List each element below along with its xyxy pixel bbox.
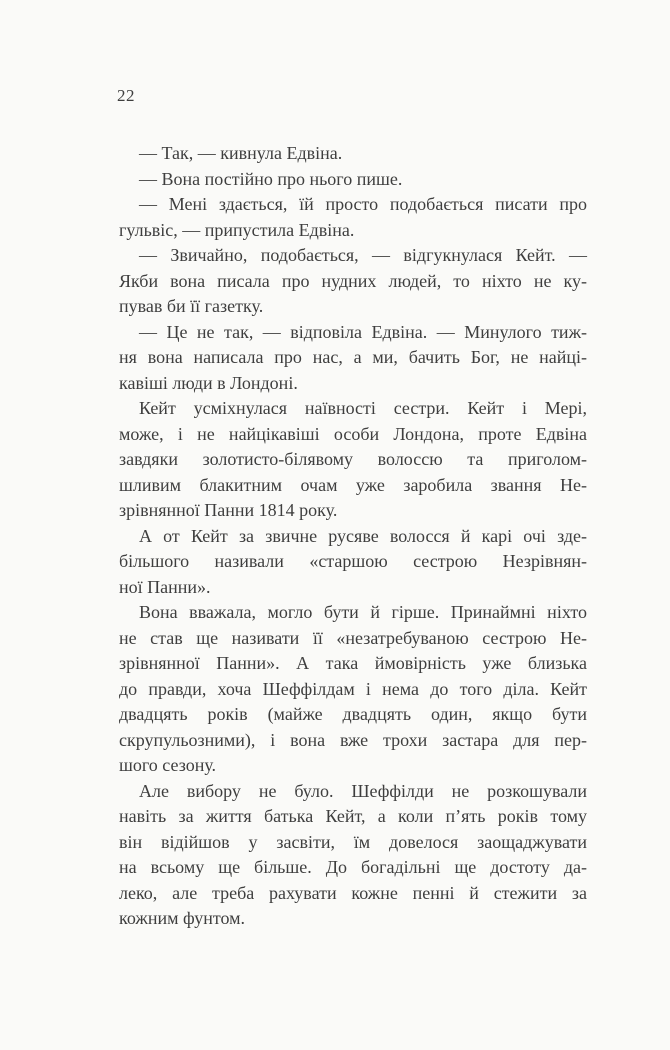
- text-line: ня вона написала про нас, а ми, бачить Бог, не найці-: [119, 347, 587, 367]
- text-line: гульвіс, — припустила Едвіна.: [119, 219, 355, 240]
- text-line: — Мені здається, їй просто подобається писати про: [139, 194, 587, 214]
- paragraph: [119, 396, 587, 524]
- text-line: скрупульозними), і вона вже трохи застара для пер-: [119, 729, 587, 750]
- text-line: шливим блакитним очам уже заробила звання Не-: [119, 474, 587, 495]
- text-line: він відійшов у засвіти, їм довелося заощаджувати: [119, 831, 587, 852]
- text-line: не став ще називати її «незатребуваною сестрою Не-: [119, 627, 587, 648]
- page-text: [119, 141, 587, 932]
- text-line: двадцять років (майже двадцять один, якщо бути: [119, 704, 587, 724]
- paragraph: [119, 192, 587, 243]
- text-line: Вона вважала, могло бути й гірше. Принаймні ніхто: [139, 602, 587, 622]
- text-line: зрівнянної Панни». А така ймовірність уже близька: [119, 653, 587, 673]
- paragraph: [119, 243, 587, 320]
- paragraph: [119, 524, 587, 601]
- paragraph: [119, 167, 587, 193]
- text-line: Але вибору не було. Шеффілди не розкошували: [139, 780, 587, 801]
- text-line: — Вона постійно про нього пише.: [139, 168, 403, 189]
- text-line: більшого називали «старшою сестрою Незрівнян-: [119, 551, 587, 571]
- paragraph: [119, 600, 587, 779]
- text-line: ної Панни».: [119, 576, 211, 597]
- text-line: завдяки золотисто-білявому волоссю та приголом-: [119, 449, 587, 469]
- text-line: — Це не так, — відповіла Едвіна. — Минулого тиж-: [139, 321, 587, 342]
- text-line: Якби вона писала про нудних людей, то ніхто не ку-: [119, 270, 587, 291]
- paragraph: [119, 320, 587, 397]
- page-number: 22: [117, 86, 135, 105]
- paragraph: [119, 779, 587, 932]
- text-line: шого сезону.: [119, 755, 217, 775]
- text-line: кожним фунтом.: [119, 908, 245, 928]
- text-line: пував би її газетку.: [119, 296, 264, 316]
- text-line: — Звичайно, подобається, — відгукнулася Кейт. —: [139, 245, 587, 265]
- text-line: Кейт усміхнулася наївності сестри. Кейт і Мері,: [139, 398, 587, 418]
- text-line: А от Кейт за звичне русяве волосся й карі очі зде-: [139, 525, 587, 546]
- text-line: кавіші люди в Лондоні.: [119, 372, 298, 393]
- text-line: до правди, хоча Шеффілдам і нема до того діла. Кейт: [119, 678, 587, 699]
- text-line: навіть за життя батька Кейт, а коли п’ять років тому: [119, 806, 587, 826]
- text-line: леко, але треба рахувати кожне пенні й стежити за: [119, 882, 587, 903]
- text-line: — Так, — кивнула Едвіна.: [139, 143, 343, 163]
- text-line: може, і не найцікавіші особи Лондона, проте Едвіна: [119, 423, 587, 444]
- text-line: на всьому ще більше. До богадільні ще достоту да-: [119, 857, 587, 877]
- paragraph: [119, 141, 587, 167]
- text-line: зрівнянної Панни 1814 року.: [119, 500, 338, 520]
